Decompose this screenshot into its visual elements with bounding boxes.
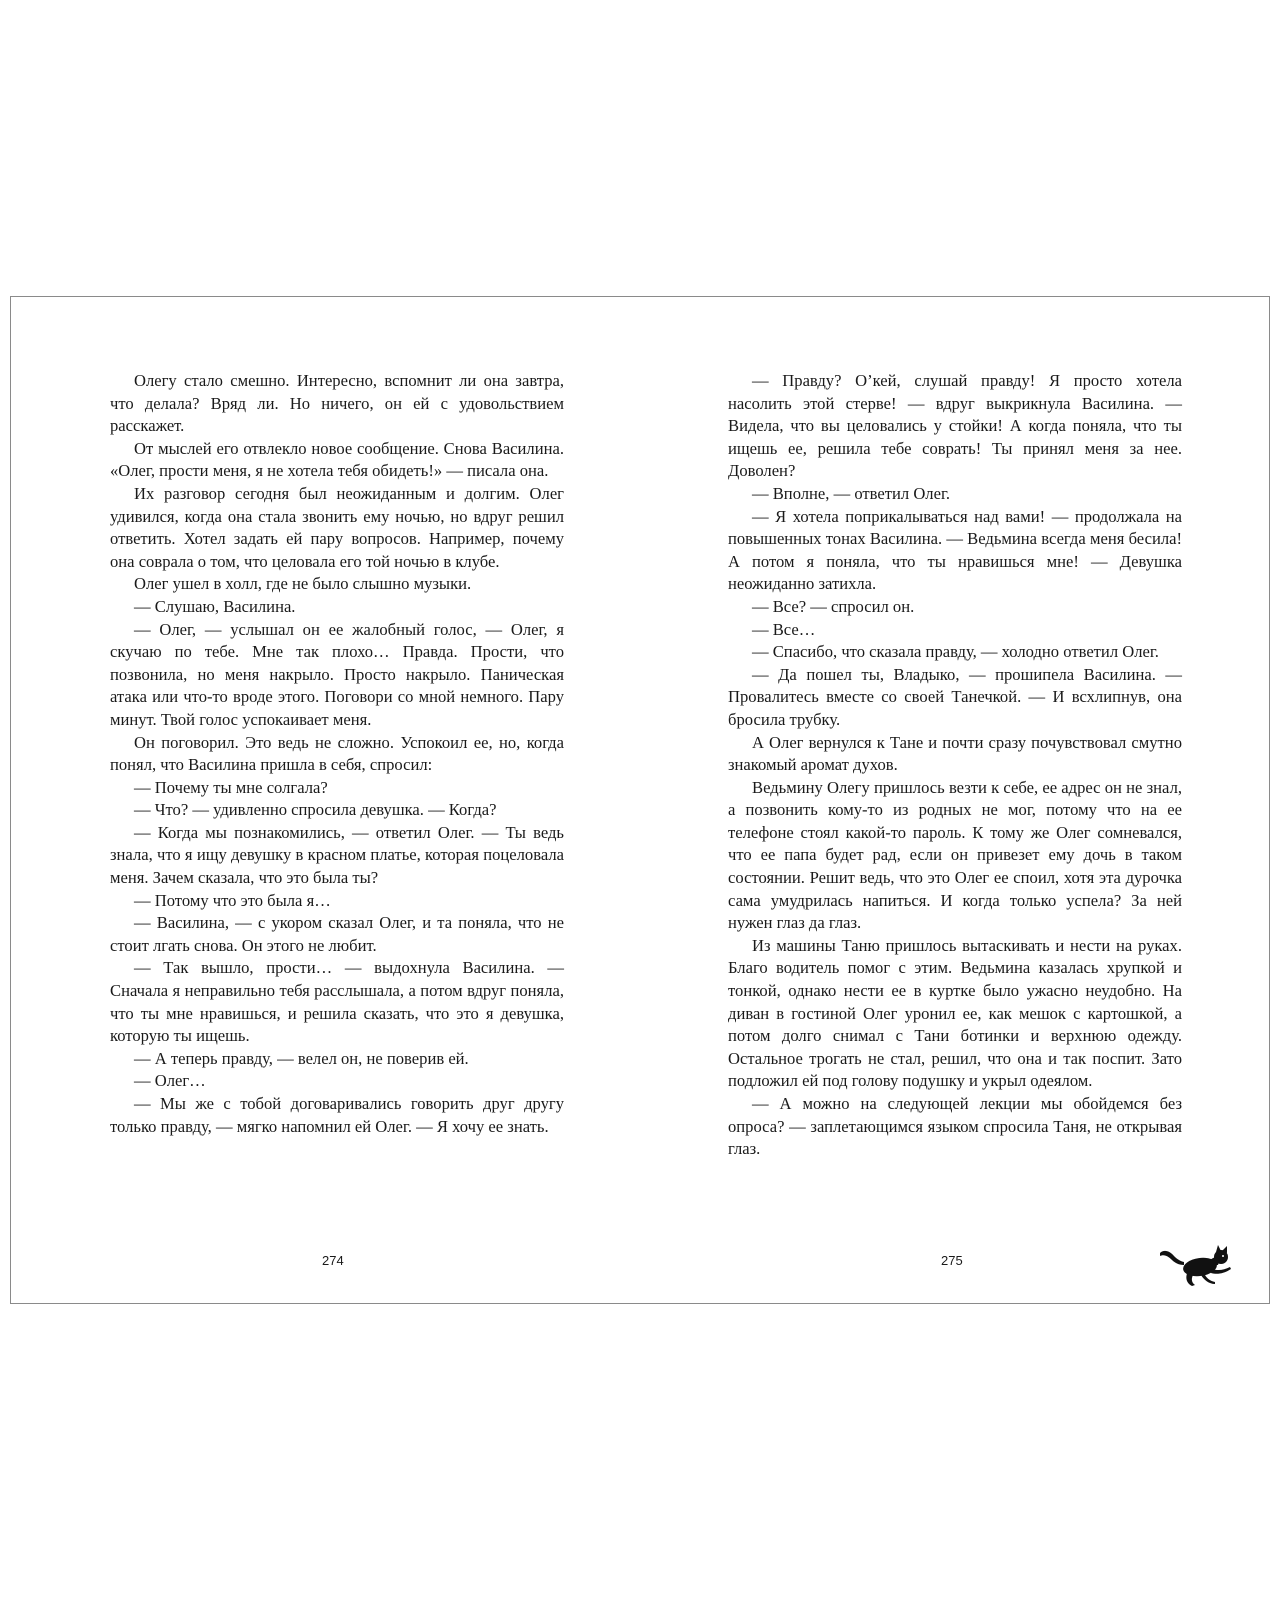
paragraph: От мыслей его отвлекло новое сообщение. Снова Василина. «Олег, прости меня, я не хотела тебя обидеть!» — писала она. <box>110 438 564 481</box>
paragraph: — Все? — спросил он. <box>752 596 915 616</box>
page-number-right: 275 <box>941 1253 963 1268</box>
paragraph: Он поговорил. Это ведь не сложно. Успокоил ее, но, когда понял, что Василина пришла в себя, спросил: <box>110 732 564 775</box>
page-number-left: 274 <box>322 1253 344 1268</box>
paragraph: Олегу стало смешно. Интересно, вспомнит ли она завтра, что делала? Вряд ли. Но ничего, он ей с удовольствием расскажет. <box>110 371 564 436</box>
paragraph: — Олег, — услышал он ее жалобный голос, — Олег, я скучаю по тебе. Мне так плохо… Правда. Прости, что позвонила, но меня накрыло. Просто накрыло. Паническая атака или что-то вроде этого. Поговори со мной немного. Пару минут. Твой голос успокаивает меня. <box>110 619 564 729</box>
book-spread <box>10 296 1270 1304</box>
paragraph: — Да пошел ты, Владыко, — прошипела Василина. — Провалитесь вместе со своей Танечкой. — И всхлипнув, она бросила трубку. <box>728 664 1182 729</box>
paragraph: — А теперь правду, — велел он, не поверив ей. <box>134 1048 469 1068</box>
paragraph: — Олег… <box>134 1071 206 1091</box>
paragraph: — Почему ты мне солгала? <box>134 777 328 797</box>
left-page <box>110 370 564 1138</box>
running-cat-icon <box>1158 1243 1238 1289</box>
paragraph: Ведьмину Олегу пришлось везти к себе, ее адрес он не знал, а позвонить кому-то из родных не мог, потому что на ее телефоне стоял какой-то пароль. К тому же Олег сомневался, что ее папа будет рад, если он привезет ему дочь в таком состоянии. Решит ведь, что это Олег ее споил, хотя эта дурочка сама умудрилась напиться. И когда только успела? За ней нужен глаз да глаз. <box>728 777 1182 933</box>
paragraph: — Правду? О’кей, слушай правду! Я просто хотела насолить этой стерве! — вдруг выкрикнула Василина. — Видела, что вы целовались у стойки! А когда поняла, что ты ищешь ее, решила тебе соврать! Ты принял меня за нее. Доволен? <box>728 371 1182 481</box>
right-page <box>728 370 1182 1161</box>
paragraph: А Олег вернулся к Тане и почти сразу почувствовал смутно знакомый аромат духов. <box>728 732 1182 775</box>
paragraph: Олег ушел в холл, где не было слышно музыки. <box>134 574 472 594</box>
paragraph: — Василина, — с укором сказал Олег, и та поняла, что не стоит лгать снова. Он этого не любит. <box>110 913 564 955</box>
paragraph: — Я хотела поприкалываться над вами! — продолжала на повышенных тонах Василина. — Ведьмина всегда меня бесила! А потом я поняла, что ты нравишься мне! — Девушка неожиданно затихла. <box>728 506 1182 594</box>
cat-eye <box>1222 1255 1224 1257</box>
paragraph: — Что? — удивленно спросила девушка. — Когда? <box>134 800 497 820</box>
right-page-text <box>728 370 1182 1161</box>
paragraph: — Спасибо, что сказала правду, — холодно ответил Олег. <box>752 642 1159 662</box>
paragraph: Их разговор сегодня был неожиданным и долгим. Олег удивился, когда она стала звонить ему ночью, но вдруг решил ответить. Хотел задать ей пару вопросов. Например, почему она соврала о том, что целовала его той ночью в клубе. <box>110 483 564 571</box>
paragraph: — Слушаю, Василина. <box>134 596 296 616</box>
paragraph: — Так вышло, прости… — выдохнула Василина. — Сначала я неправильно тебя расслышала, а потом вдруг поняла, что ты мне нравишься, и решила сказать, что это я девушка, которую ты ищешь. <box>110 958 564 1046</box>
paragraph: — Все… <box>752 619 816 639</box>
paragraph: — А можно на следующей лекции мы обойдемся без опроса? — заплетающимся языком спросила Таня, не открывая глаз. <box>728 1094 1182 1159</box>
paragraph: — Мы же с тобой договаривались говорить друг другу только правду, — мягко напомнил ей Олег. — Я хочу ее знать. <box>110 1094 564 1136</box>
paragraph: — Вполне, — ответил Олег. <box>752 483 951 503</box>
paragraph: — Когда мы познакомились, — ответил Олег. — Ты ведь знала, что я ищу девушку в красном платье, которая поцеловала меня. Зачем сказала, что это была ты? <box>110 822 564 888</box>
left-page-text <box>110 370 564 1138</box>
paragraph: Из машины Таню пришлось вытаскивать и нести на руках. Благо водитель помог с этим. Ведьмина казалась хрупкой и тонкой, однако нести ее в куртке было ужасно неудобно. На диван в гостиной Олег уронил ее, как мешок с картошкой, а потом долго снимал с Тани ботинки и верхнюю одежду. Остальное трогать не стал, решил, что она и так поспит. Зато подложил ей под голову подушку и укрыл одеялом. <box>728 935 1182 1091</box>
paragraph: — Потому что это была я… <box>134 890 331 910</box>
running-cat-shape <box>1160 1245 1231 1286</box>
